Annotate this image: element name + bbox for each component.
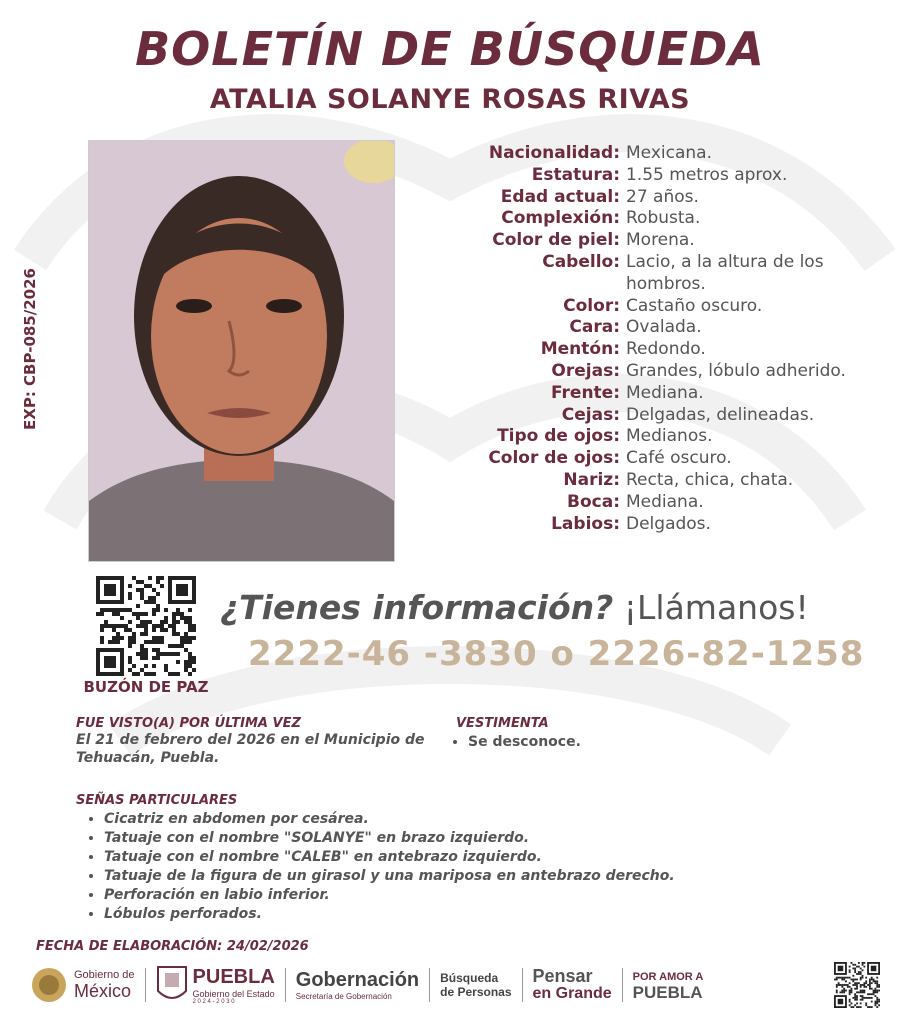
mark-item: • Tatuaje con el nombre "SOLANYE" en brazo izquierdo. (104, 829, 836, 848)
buzon-de-paz-label: BUZÓN DE PAZ (83, 678, 209, 696)
clothing-heading: VESTIMENTA (456, 716, 549, 731)
physical-description (420, 143, 890, 535)
footer-qr-code[interactable] (834, 962, 880, 1008)
puebla-logo (156, 965, 275, 1005)
pensar-en-grande-logo (533, 968, 612, 1002)
marks-list (76, 810, 836, 924)
clothing-section (456, 716, 756, 752)
attribute-value: Mexicana. (626, 143, 712, 163)
attribute-row (420, 187, 890, 209)
attribute-label: Color de piel: (492, 230, 620, 251)
attribute-row (420, 143, 890, 165)
gob-line2: Secretaría de Gobernación (295, 992, 392, 1001)
attribute-value: Delgados. (626, 513, 711, 534)
qr-code-icon (834, 962, 880, 1008)
last-seen-text: El 21 de febrero del 2026 en el Municipio de Tehuacán, Puebla. (76, 732, 425, 766)
attribute-value: Lacio, a la altura de los hombros. (626, 251, 824, 294)
puebla-line2: Gobierno del Estado (192, 988, 275, 999)
mark-item: • Lóbulos perforados. (104, 905, 836, 924)
puebla-line1: PUEBLA (192, 965, 275, 988)
mark-item: • Tatuaje con el nombre "CALEB" en antebrazo izquierdo. (104, 848, 836, 867)
attribute-value: Grandes, lóbulo adherido. (626, 360, 846, 381)
attribute-value: Ovalada. (626, 317, 702, 338)
attribute-row (420, 296, 890, 318)
info-question: ¿Tienes información? (220, 588, 614, 627)
attribute-row (420, 165, 890, 187)
attribute-label: Cabello: (542, 251, 620, 272)
eagle-seal-icon (30, 966, 68, 1004)
attribute-value: Medianos. (626, 426, 713, 447)
attribute-label: Nariz: (563, 469, 620, 490)
clothing-list (456, 733, 756, 752)
attribute-label: Labios: (551, 513, 620, 534)
attribute-row (420, 470, 890, 492)
attribute-value: Robusta. (626, 208, 701, 229)
phone-numbers[interactable]: 2222-46 -3830 o 2226-82-1258 (248, 634, 865, 674)
attribute-row (420, 361, 890, 383)
footer-logos (30, 960, 880, 1010)
gob-line1: Gobernación (295, 969, 420, 991)
attribute-label: Boca: (567, 491, 620, 512)
attribute-value: Castaño oscuro. (626, 295, 763, 316)
divider (145, 968, 146, 1002)
amor-line1: POR AMOR A (632, 971, 704, 983)
attribute-label: Color de ojos: (488, 448, 620, 469)
mark-item: • Cicatriz en abdomen por cesárea. (104, 810, 836, 829)
expediente-number: EXP: CBP-085/2026 (21, 268, 39, 430)
attribute-row (420, 339, 890, 361)
gobierno-mexico-logo (30, 966, 135, 1004)
attribute-value: 1.55 metros aprox. (626, 164, 788, 185)
last-seen-heading: FUE VISTO(A) POR ÚLTIMA VEZ (76, 716, 301, 731)
attribute-label: Orejas: (551, 360, 620, 381)
attribute-label: Edad actual: (500, 186, 620, 207)
attribute-row (420, 426, 890, 448)
bulletin-title: BOLETÍN DE BÚSQUEDA (135, 22, 765, 76)
mexico-line2: México (74, 980, 132, 1001)
attribute-row (420, 405, 890, 427)
attribute-value: Redondo. (626, 339, 706, 360)
info-prompt (220, 588, 880, 627)
pensar-line1: Pensar (532, 966, 593, 986)
attribute-row (420, 492, 890, 514)
mexico-line1: Gobierno de (74, 968, 135, 981)
attribute-label: Nacionalidad: (488, 143, 620, 163)
portrait-illustration (89, 141, 394, 561)
pensar-line2: en Grande (532, 985, 612, 1002)
puebla-shield-icon (156, 965, 188, 1005)
attribute-value: Delgadas, delineadas. (626, 404, 815, 425)
attribute-row (420, 252, 890, 296)
qr-code-icon (96, 576, 196, 676)
elaboration-date: FECHA DE ELABORACIÓN: 24/02/2026 (36, 939, 309, 954)
marks-heading: SEÑAS PARTICULARES (76, 793, 238, 808)
attribute-value: Café oscuro. (626, 448, 732, 469)
attribute-value: Mediana. (626, 382, 704, 403)
attribute-row (420, 208, 890, 230)
person-photo (88, 140, 395, 562)
attribute-row (420, 230, 890, 252)
attribute-row (420, 448, 890, 470)
por-amor-a-puebla-logo (633, 969, 704, 1001)
mark-item: • Tatuaje de la figura de un girasol y una mariposa en antebrazo derecho. (104, 867, 836, 886)
last-seen-section (76, 716, 436, 767)
bus-line2: de Personas (440, 985, 512, 999)
attribute-label: Tipo de ojos: (497, 426, 620, 447)
distinguishing-marks-section (76, 793, 836, 924)
clothing-item: • Se desconoce. (468, 733, 756, 752)
qr-code[interactable] (96, 576, 196, 676)
attribute-label: Mentón: (540, 339, 620, 360)
attribute-value: Recta, chica, chata. (626, 469, 794, 490)
amor-line2: PUEBLA (632, 983, 703, 1002)
gobernacion-logo (296, 969, 419, 1001)
divider (622, 968, 623, 1002)
bus-line1: Búsqueda (440, 971, 499, 985)
call-us: ¡Llámanos! (623, 588, 809, 627)
divider (285, 968, 286, 1002)
divider (522, 968, 523, 1002)
attribute-label: Cejas: (561, 404, 620, 425)
attribute-value: Morena. (626, 230, 695, 251)
attribute-label: Color: (563, 295, 620, 316)
busqueda-personas-logo (440, 971, 511, 999)
attribute-label: Complexión: (501, 208, 620, 229)
attribute-value: Mediana. (626, 491, 704, 512)
attribute-label: Cara: (569, 317, 620, 338)
attribute-row (420, 317, 890, 339)
mark-item: • Perforación en labio inferior. (104, 886, 836, 905)
attribute-row (420, 383, 890, 405)
attribute-value: 27 años. (626, 186, 699, 207)
puebla-line3: 2 0 2 4 - 2 0 3 0 (192, 998, 235, 1005)
divider (429, 968, 430, 1002)
attribute-row (420, 514, 890, 536)
attribute-label: Estatura: (531, 164, 620, 185)
person-name: ATALIA SOLANYE ROSAS RIVAS (209, 84, 691, 115)
attribute-label: Frente: (551, 382, 620, 403)
